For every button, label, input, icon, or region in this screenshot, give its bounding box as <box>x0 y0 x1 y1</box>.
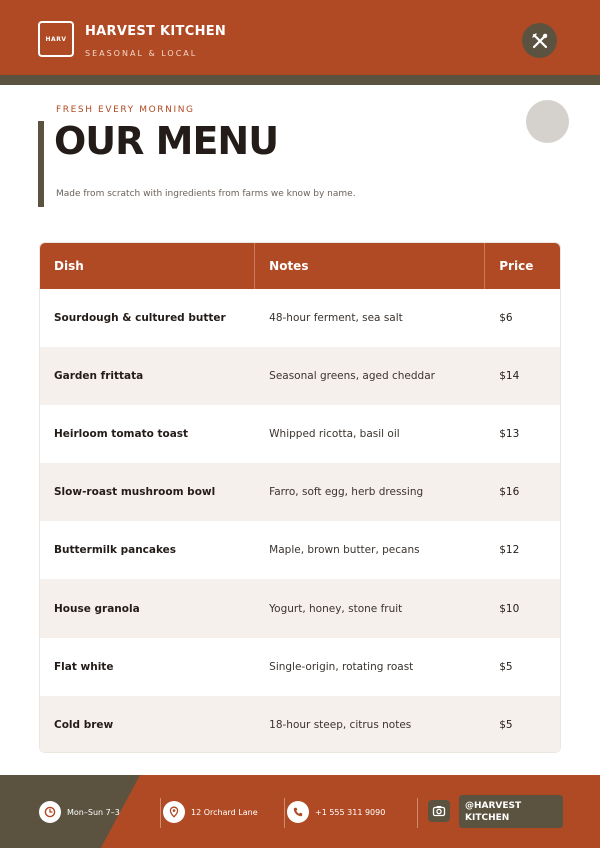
dish-notes: Farro, soft egg, herb dressing <box>269 486 424 499</box>
table-row <box>40 579 560 637</box>
utensils-icon <box>522 23 557 58</box>
brand-tagline: SEASONAL & LOCAL <box>85 49 198 58</box>
dish-price: $16 <box>499 486 520 499</box>
dish-notes: Yogurt, honey, stone fruit <box>269 602 403 615</box>
dish-notes: Maple, brown butter, pecans <box>269 544 420 557</box>
dish-price: $5 <box>499 660 513 673</box>
dish-price: $14 <box>499 370 520 383</box>
dish-price: $10 <box>499 602 520 615</box>
dish-notes: 48-hour ferment, sea salt <box>269 312 403 325</box>
table-row <box>40 521 560 579</box>
footer-divider <box>417 798 418 828</box>
dish-price: $12 <box>499 544 520 557</box>
table-row <box>40 347 560 405</box>
dish-name: Garden frittata <box>54 370 144 383</box>
dish-name: Heirloom tomato toast <box>54 428 189 441</box>
dish-name: Sourdough & cultured butter <box>54 312 226 325</box>
footer-phone[interactable] <box>287 800 385 824</box>
table-row <box>40 405 560 463</box>
brand-name: HARVEST KITCHEN <box>85 24 227 39</box>
footer-divider <box>284 798 285 828</box>
dish-name: Slow-roast mushroom bowl <box>54 486 216 499</box>
dish-price: $5 <box>499 718 513 731</box>
dish-notes: Single-origin, rotating roast <box>269 660 414 673</box>
dish-notes: Whipped ricotta, basil oil <box>269 428 400 441</box>
dish-name: Buttermilk pancakes <box>54 544 177 557</box>
hours-text: Mon–Sun 7–3 <box>67 807 120 817</box>
footer-hours <box>39 800 120 824</box>
column-header-dish: Dish <box>40 243 255 289</box>
decorative-circle <box>526 100 569 143</box>
social-handle[interactable] <box>459 795 563 828</box>
table-row <box>40 638 560 696</box>
social-handle-line2: KITCHEN <box>465 813 510 823</box>
column-header-price: Price <box>499 259 534 273</box>
header-stripe <box>0 75 600 85</box>
address-text: 12 Orchard Lane <box>191 807 258 817</box>
footer-divider <box>160 798 161 828</box>
phone-icon <box>287 801 309 823</box>
dish-notes: 18-hour steep, citrus notes <box>269 718 412 731</box>
accent-bar <box>38 121 44 207</box>
dish-notes: Seasonal greens, aged cheddar <box>269 370 435 383</box>
dish-name: Cold brew <box>54 718 114 731</box>
phone-text: +1 555 311 9090 <box>315 807 386 817</box>
clock-icon <box>39 801 61 823</box>
dish-price: $13 <box>499 428 520 441</box>
dish-name: Flat white <box>54 660 114 673</box>
location-pin-icon <box>163 801 185 823</box>
camera-icon <box>428 800 450 822</box>
table-row <box>40 696 560 753</box>
dish-name: House granola <box>54 602 140 615</box>
menu-table <box>39 242 561 753</box>
social-handle-line1: @HARVEST <box>465 801 522 811</box>
logo: HARV <box>38 21 74 57</box>
column-header-notes: Notes <box>255 243 485 289</box>
dish-price: $6 <box>499 312 513 325</box>
page-title: OUR MENU <box>54 119 279 163</box>
eyebrow-text: FRESH EVERY MORNING <box>56 105 195 115</box>
table-row <box>40 463 560 521</box>
table-header <box>40 243 560 289</box>
footer-address <box>163 800 258 824</box>
page-subtitle: Made from scratch with ingredients from farms we know by name. <box>56 189 356 199</box>
table-row <box>40 289 560 347</box>
